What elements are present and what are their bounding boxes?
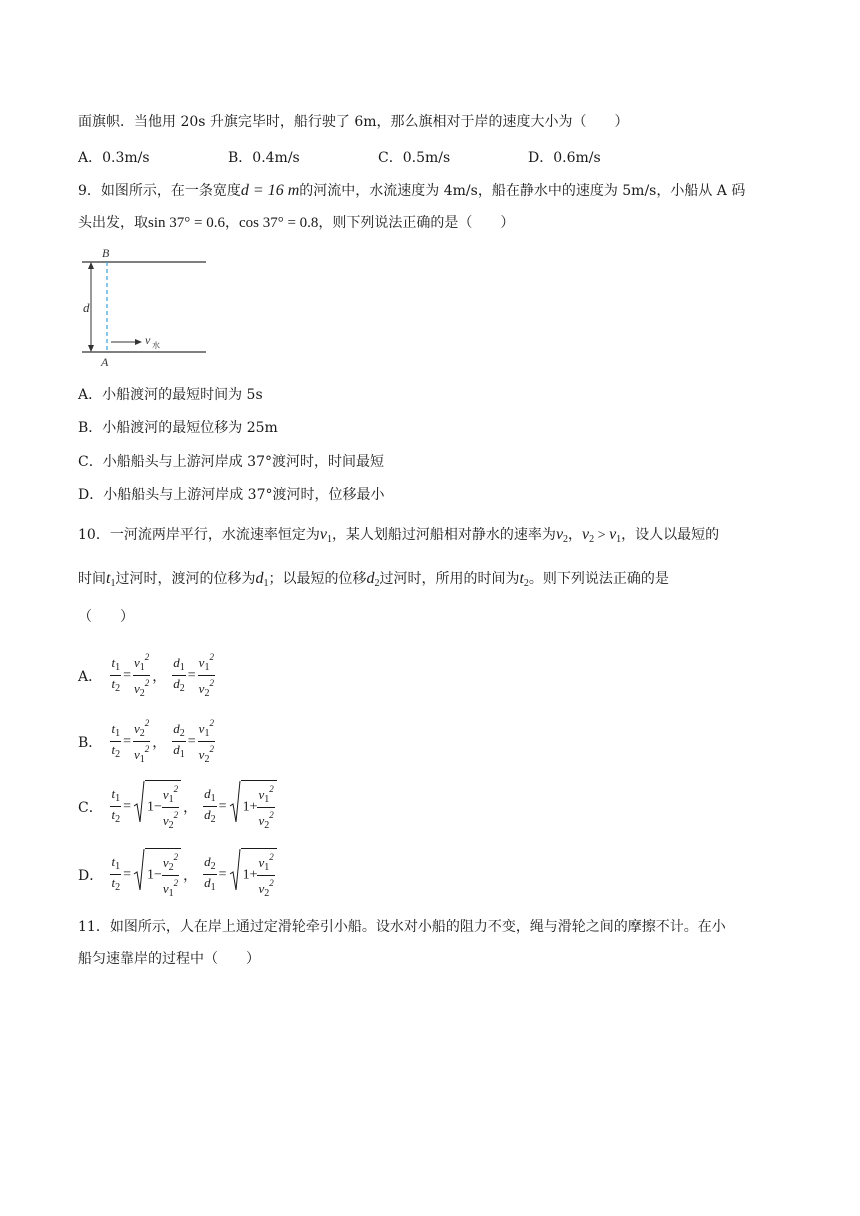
q10-stem-line3: （ ） (78, 609, 134, 625)
q9-stem-line1: 9．如图所示，在一条宽度d = 16 m的河流中，水流速度为 4m/s，船在静水中的速度为 5m/s，小船从 A 码 (78, 182, 746, 199)
q11-stem-line2: 船匀速靠岸的过程中（ ） (78, 951, 260, 967)
q11-stem-line1: 11．如图所示，人在岸上通过定滑轮牵引小船。设水对小船的阻力不变，绳与滑轮之间的摩擦不计。在小 (78, 919, 726, 935)
q9-option-a: A．小船渡河的最短时间为 5s (78, 387, 263, 403)
q9-river-figure (78, 244, 210, 370)
label-d: d (83, 300, 90, 315)
q9-option-c: C．小船船头与上游河岸成 37°渡河时，时间最短 (78, 454, 384, 470)
label-A: A (101, 355, 109, 369)
q9-sin-eq: sin 37° = 0.6 (148, 215, 225, 231)
q8-option-d: D．0.6m/s (528, 150, 601, 166)
q8-option-b: B．0.4m/s (228, 150, 300, 166)
q8-option-c: C．0.5m/s (378, 150, 451, 166)
q9-width-eq: d = 16 m (240, 182, 300, 199)
label-v: v (145, 333, 151, 347)
water-velocity-arrow-head (135, 339, 142, 345)
q10-option-b: B． $\frac{t_1}{t_2}$ = $\frac{v_2^2}{v_1^2}$ ， $\frac{d_2}{d_1}$ = $\frac{v_1^2}{v_2^2}$ (78, 718, 214, 765)
q9-stem-line2: 头出发，取sin 37° = 0.6，cos 37° = 0.8，则下列说法正确的是（ ） (78, 215, 515, 231)
q9-cos-eq: cos 37° = 0.8 (238, 215, 319, 231)
q10-option-d: D． $\frac{t_1}{t_2}$ = 1− $\frac{v_2^2}{v_1^2}$ ， $\frac{d_2}{d_1}$ = 1+ $\frac{v_1^2}{v_2^2}$ (78, 848, 277, 901)
q10-stem-line1: 10．一河流两岸平行，水流速率恒定为$v_1$，某人划船过河船相对静水的速率为$v_2$，$v_2 > v_1$，设人以最短的 (78, 526, 720, 545)
q9-option-d: D．小船船头与上游河岸成 37°渡河时，位移最小 (78, 487, 385, 503)
label-B: B (102, 246, 110, 260)
q10-option-c: C． $\frac{t_1}{t_2}$ = 1− $\frac{v_1^2}{v_2^2}$ ， $\frac{d_1}{d_2}$ = 1+ $\frac{v_1^2}{v_2^2}$ (78, 780, 277, 833)
q10-stem-line2: 时间$t_1$过河时，渡河的位移为$d_1$；以最短的位移$d_2$过河时，所用的时间为$t_2$。则下列说法正确的是 (78, 570, 669, 589)
label-v-sub: 水 (152, 341, 160, 350)
q8-text: 面旗帜．当他用 20s 升旗完毕时，船行驶了 6m，那么旗相对于岸的速度大小为（ ） (78, 114, 629, 130)
width-arrow-head-top (88, 262, 94, 269)
q10-option-a: A． $\frac{t_1}{t_2}$ = $\frac{v_1^2}{v_2^2}$ ， $\frac{d_1}{d_2}$ = $\frac{v_1^2}{v_2^2}$ (78, 652, 214, 699)
width-arrow-head-bottom (88, 345, 94, 352)
q8-option-a: A．0.3m/s (78, 150, 150, 166)
q9-option-b: B．小船渡河的最短位移为 25m (78, 420, 278, 436)
